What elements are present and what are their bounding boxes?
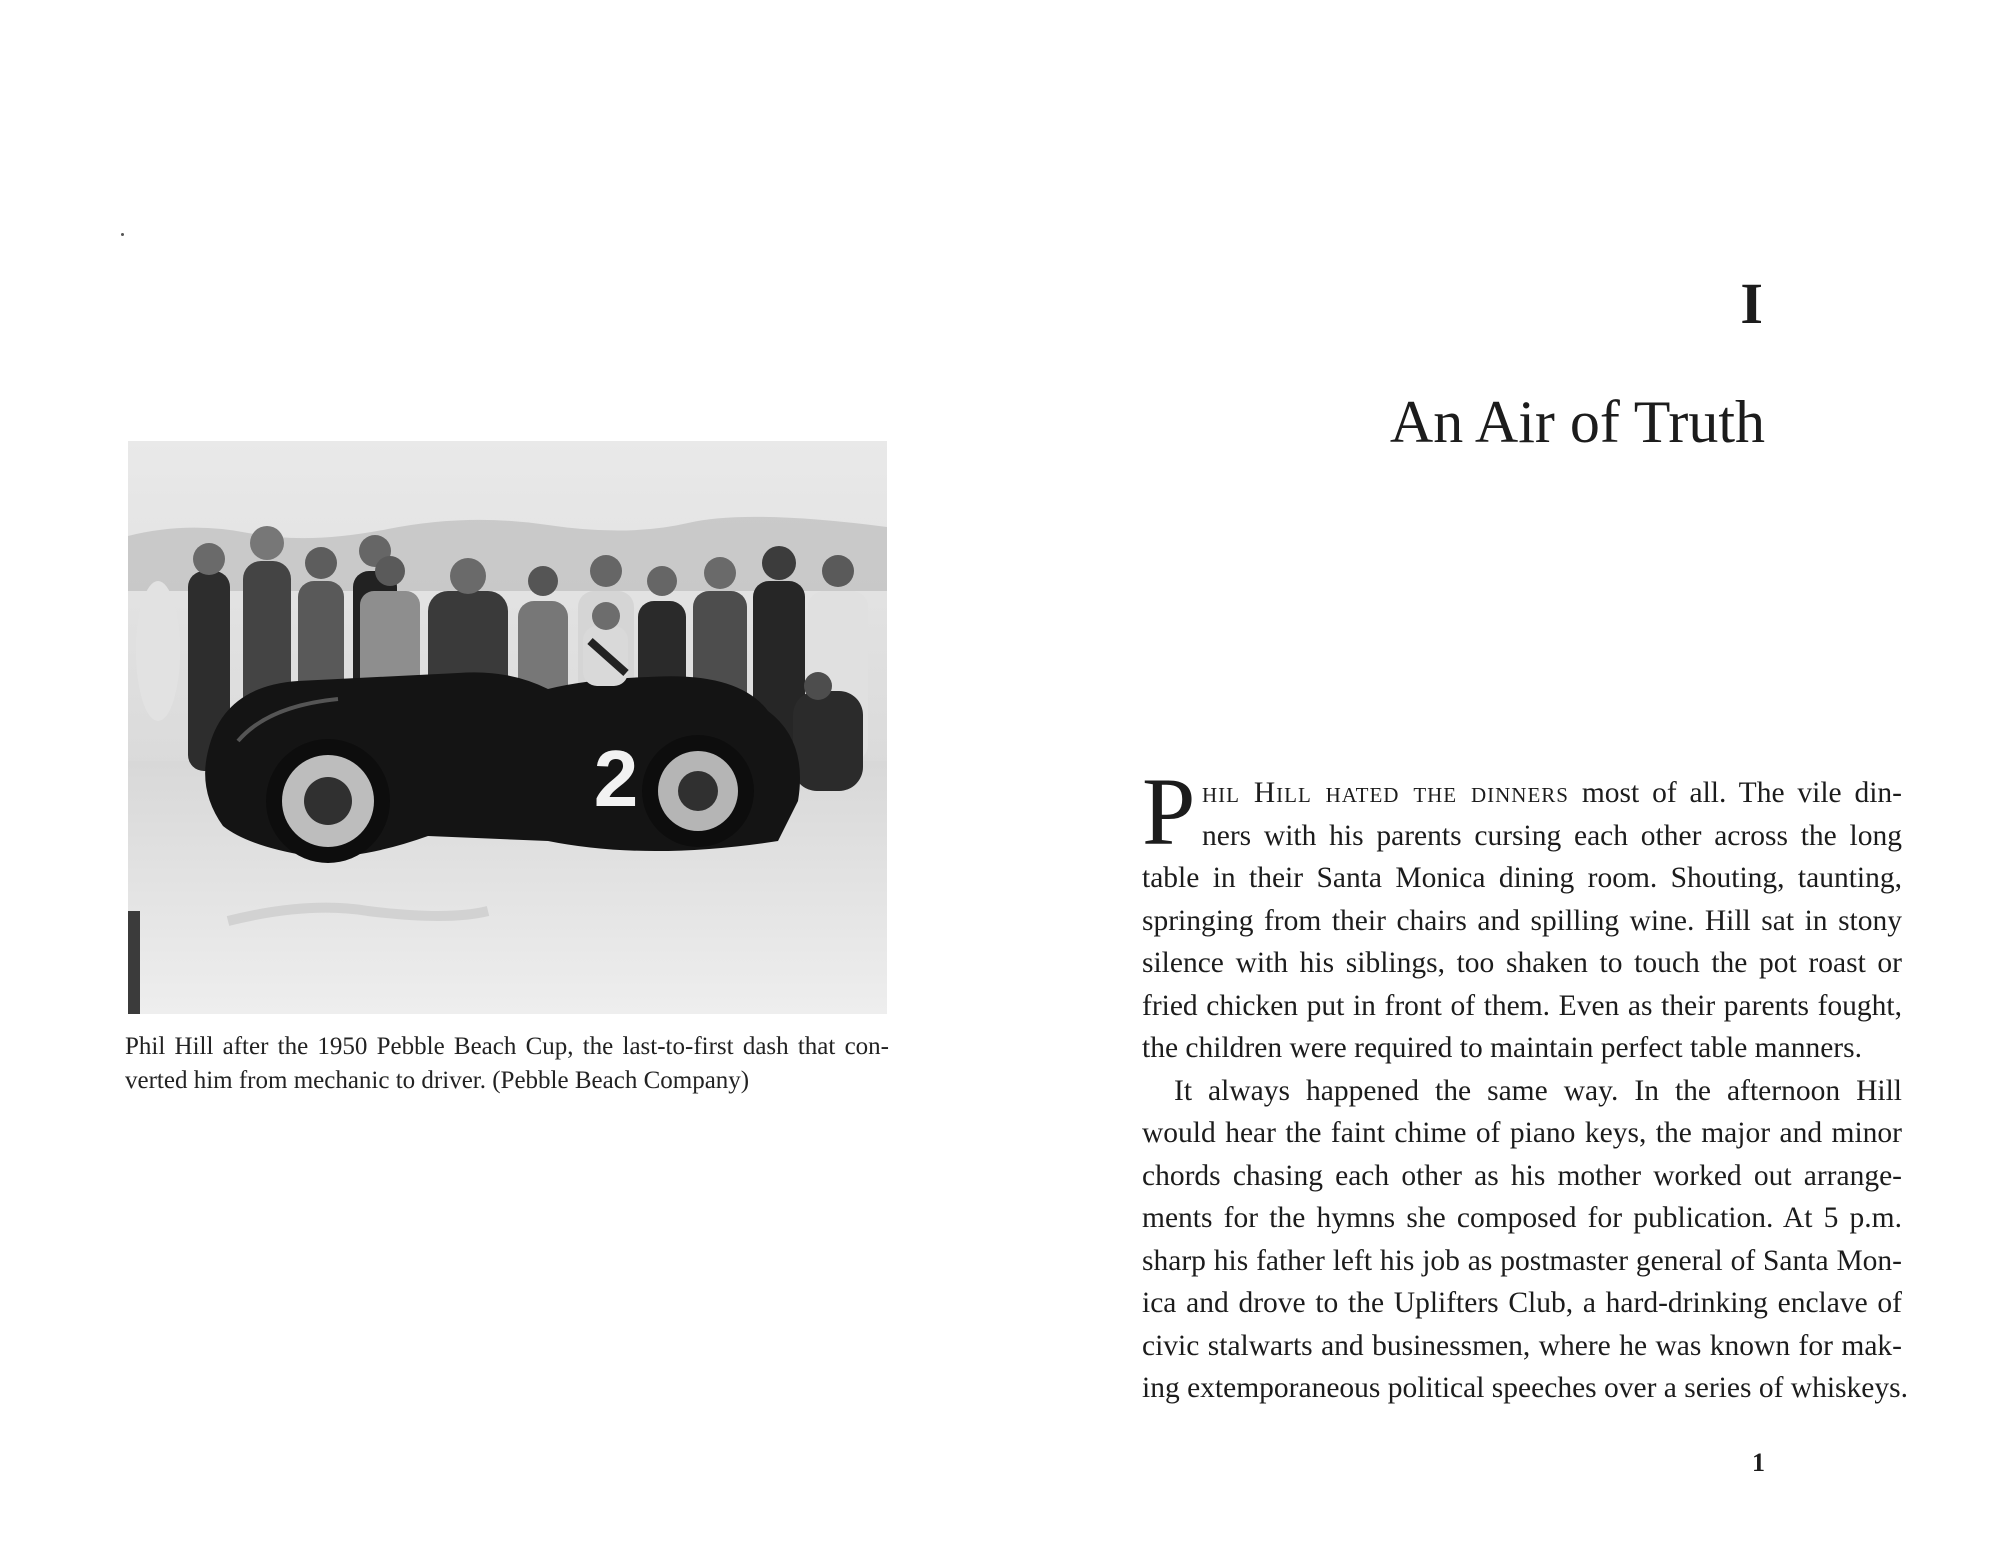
body-line: table in their Santa Monica dining room. Shouting, taunting, bbox=[1142, 862, 1902, 894]
photograph-icon bbox=[128, 441, 887, 1014]
body-line: would hear the faint chime of piano keys, the major and minor bbox=[1142, 1117, 1902, 1149]
body-line: ica and drove to the Uplifters Club, a hard-drinking enclave of bbox=[1142, 1287, 1902, 1319]
body-line: It always happened the same way. In the afternoon Hill bbox=[1174, 1074, 1902, 1107]
body-line: fried chicken put in front of them. Even as their parents fought, bbox=[1142, 989, 1902, 1022]
race-car-photograph bbox=[128, 441, 887, 1014]
body-line: the children were required to maintain perfect table manners. bbox=[1142, 1032, 1862, 1064]
body-line: silence with his siblings, too shaken to touch the pot roast or bbox=[1142, 947, 1902, 979]
body-line: sharp his father left his job as postmaster general of Santa Mon- bbox=[1142, 1244, 1902, 1277]
photo-caption bbox=[125, 1030, 889, 1098]
body-line bbox=[1142, 772, 1902, 815]
body-line: chords chasing each other as his mother worked out arrange- bbox=[1142, 1159, 1902, 1192]
body-line: ners with his parents cursing each other across the long bbox=[1202, 819, 1902, 852]
body-line: civic stalwarts and businessmen, where he was known for mak- bbox=[1142, 1329, 1902, 1362]
body-line: ing extemporaneous political speeches over a series of whiskeys. bbox=[1142, 1372, 1908, 1404]
car-number: 2 bbox=[593, 734, 639, 823]
opening-line-rest: most of all. The vile din- bbox=[1569, 777, 1902, 809]
body-line: springing from their chairs and spilling wine. Hill sat in stony bbox=[1142, 904, 1902, 937]
body-line: ments for the hymns she composed for publication. At 5 p.m. bbox=[1142, 1202, 1902, 1234]
page-number: 1 bbox=[1752, 1448, 1765, 1477]
caption-line: verted him from mechanic to driver. (Pebble Beach Company) bbox=[125, 1067, 750, 1094]
chapter-body bbox=[1142, 758, 1908, 1410]
caption-line: Phil Hill after the 1950 Pebble Beach Cup, the last-to-first dash that con- bbox=[125, 1033, 889, 1060]
dust-speck bbox=[121, 233, 124, 236]
chapter-title: An Air of Truth bbox=[1389, 389, 1765, 455]
right-page bbox=[1000, 0, 2000, 1554]
opening-smallcaps: hil Hill hated the dinners bbox=[1202, 777, 1569, 809]
drop-cap: P bbox=[1142, 758, 1196, 865]
chapter-number: I bbox=[1740, 271, 1765, 336]
